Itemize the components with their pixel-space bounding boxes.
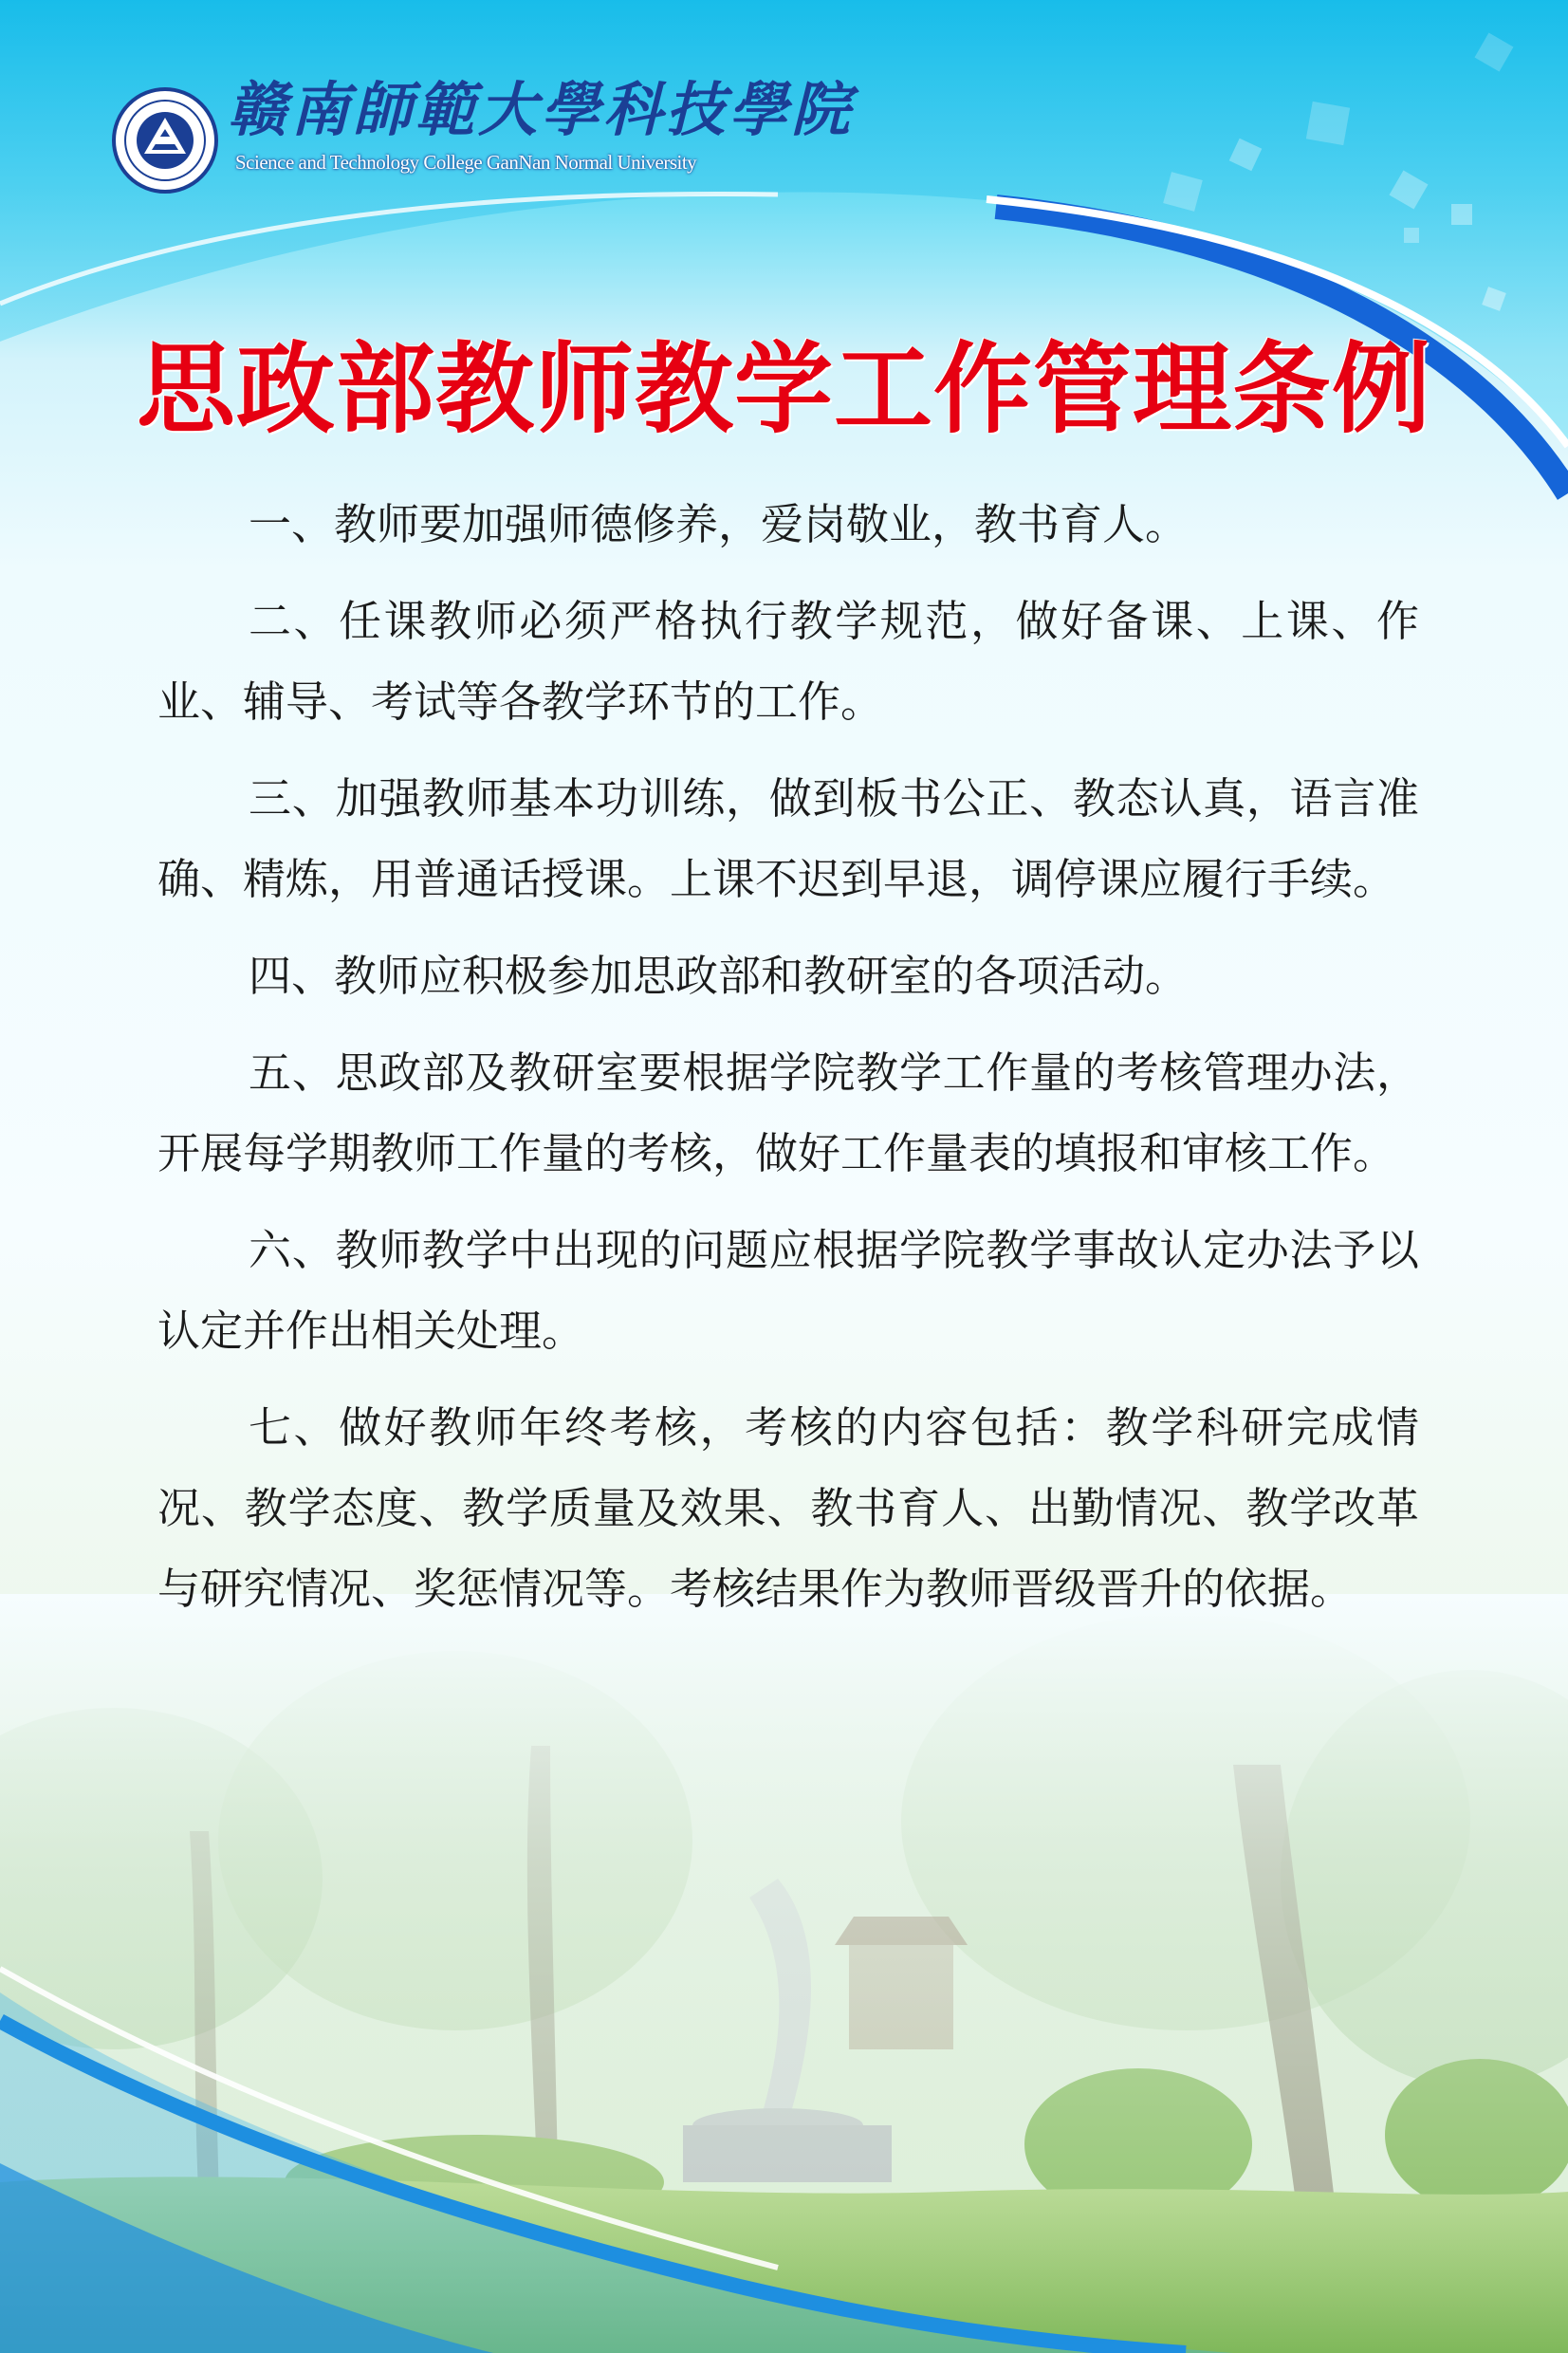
- regulation-paragraph: 三、加强教师基本功训练，做到板书公正、教态认真，语言准确、精炼，用普通话授课。上课不迟到早退，调停课应履行手续。: [157, 773, 1419, 904]
- regulation-paragraph: 七、做好教师年终考核，考核的内容包括：教学科研完成情况、教学态度、教学质量及效果、教书育人、出勤情况、教学改革与研究情况、奖惩情况等。考核结果作为教师晋级晋升的依据。: [157, 1402, 1419, 1614]
- page-title: 思政部教师教学工作管理条例: [136, 330, 1431, 447]
- regulations-body: [157, 484, 1419, 1645]
- regulation-paragraph: 一、教师要加强师德修养，爱岗敬业，教书育人。: [249, 499, 1189, 549]
- regulation-paragraph: 五、思政部及教研室要根据学院教学工作量的考核管理办法，开展每学期教师工作量的考核，做好工作量表的填报和审核工作。: [157, 1047, 1419, 1178]
- regulation-paragraph: 四、教师应积极参加思政部和教研室的各项活动。: [249, 951, 1189, 1001]
- campus-scene-background: [0, 1594, 1568, 2353]
- regulation-paragraph: 六、教师教学中出现的问题应根据学院教学事故认定办法予以认定并作出相关处理。: [157, 1225, 1419, 1356]
- regulation-paragraph: 二、任课教师必须严格执行教学规范，做好备课、上课、作业、辅导、考试等各教学环节的工作。: [157, 596, 1419, 727]
- school-emblem-icon: [112, 87, 218, 194]
- school-name-chinese: 赣南師範大學科技學院: [228, 75, 855, 144]
- school-name-english: Science and Technology College GanNan Normal University: [235, 151, 697, 174]
